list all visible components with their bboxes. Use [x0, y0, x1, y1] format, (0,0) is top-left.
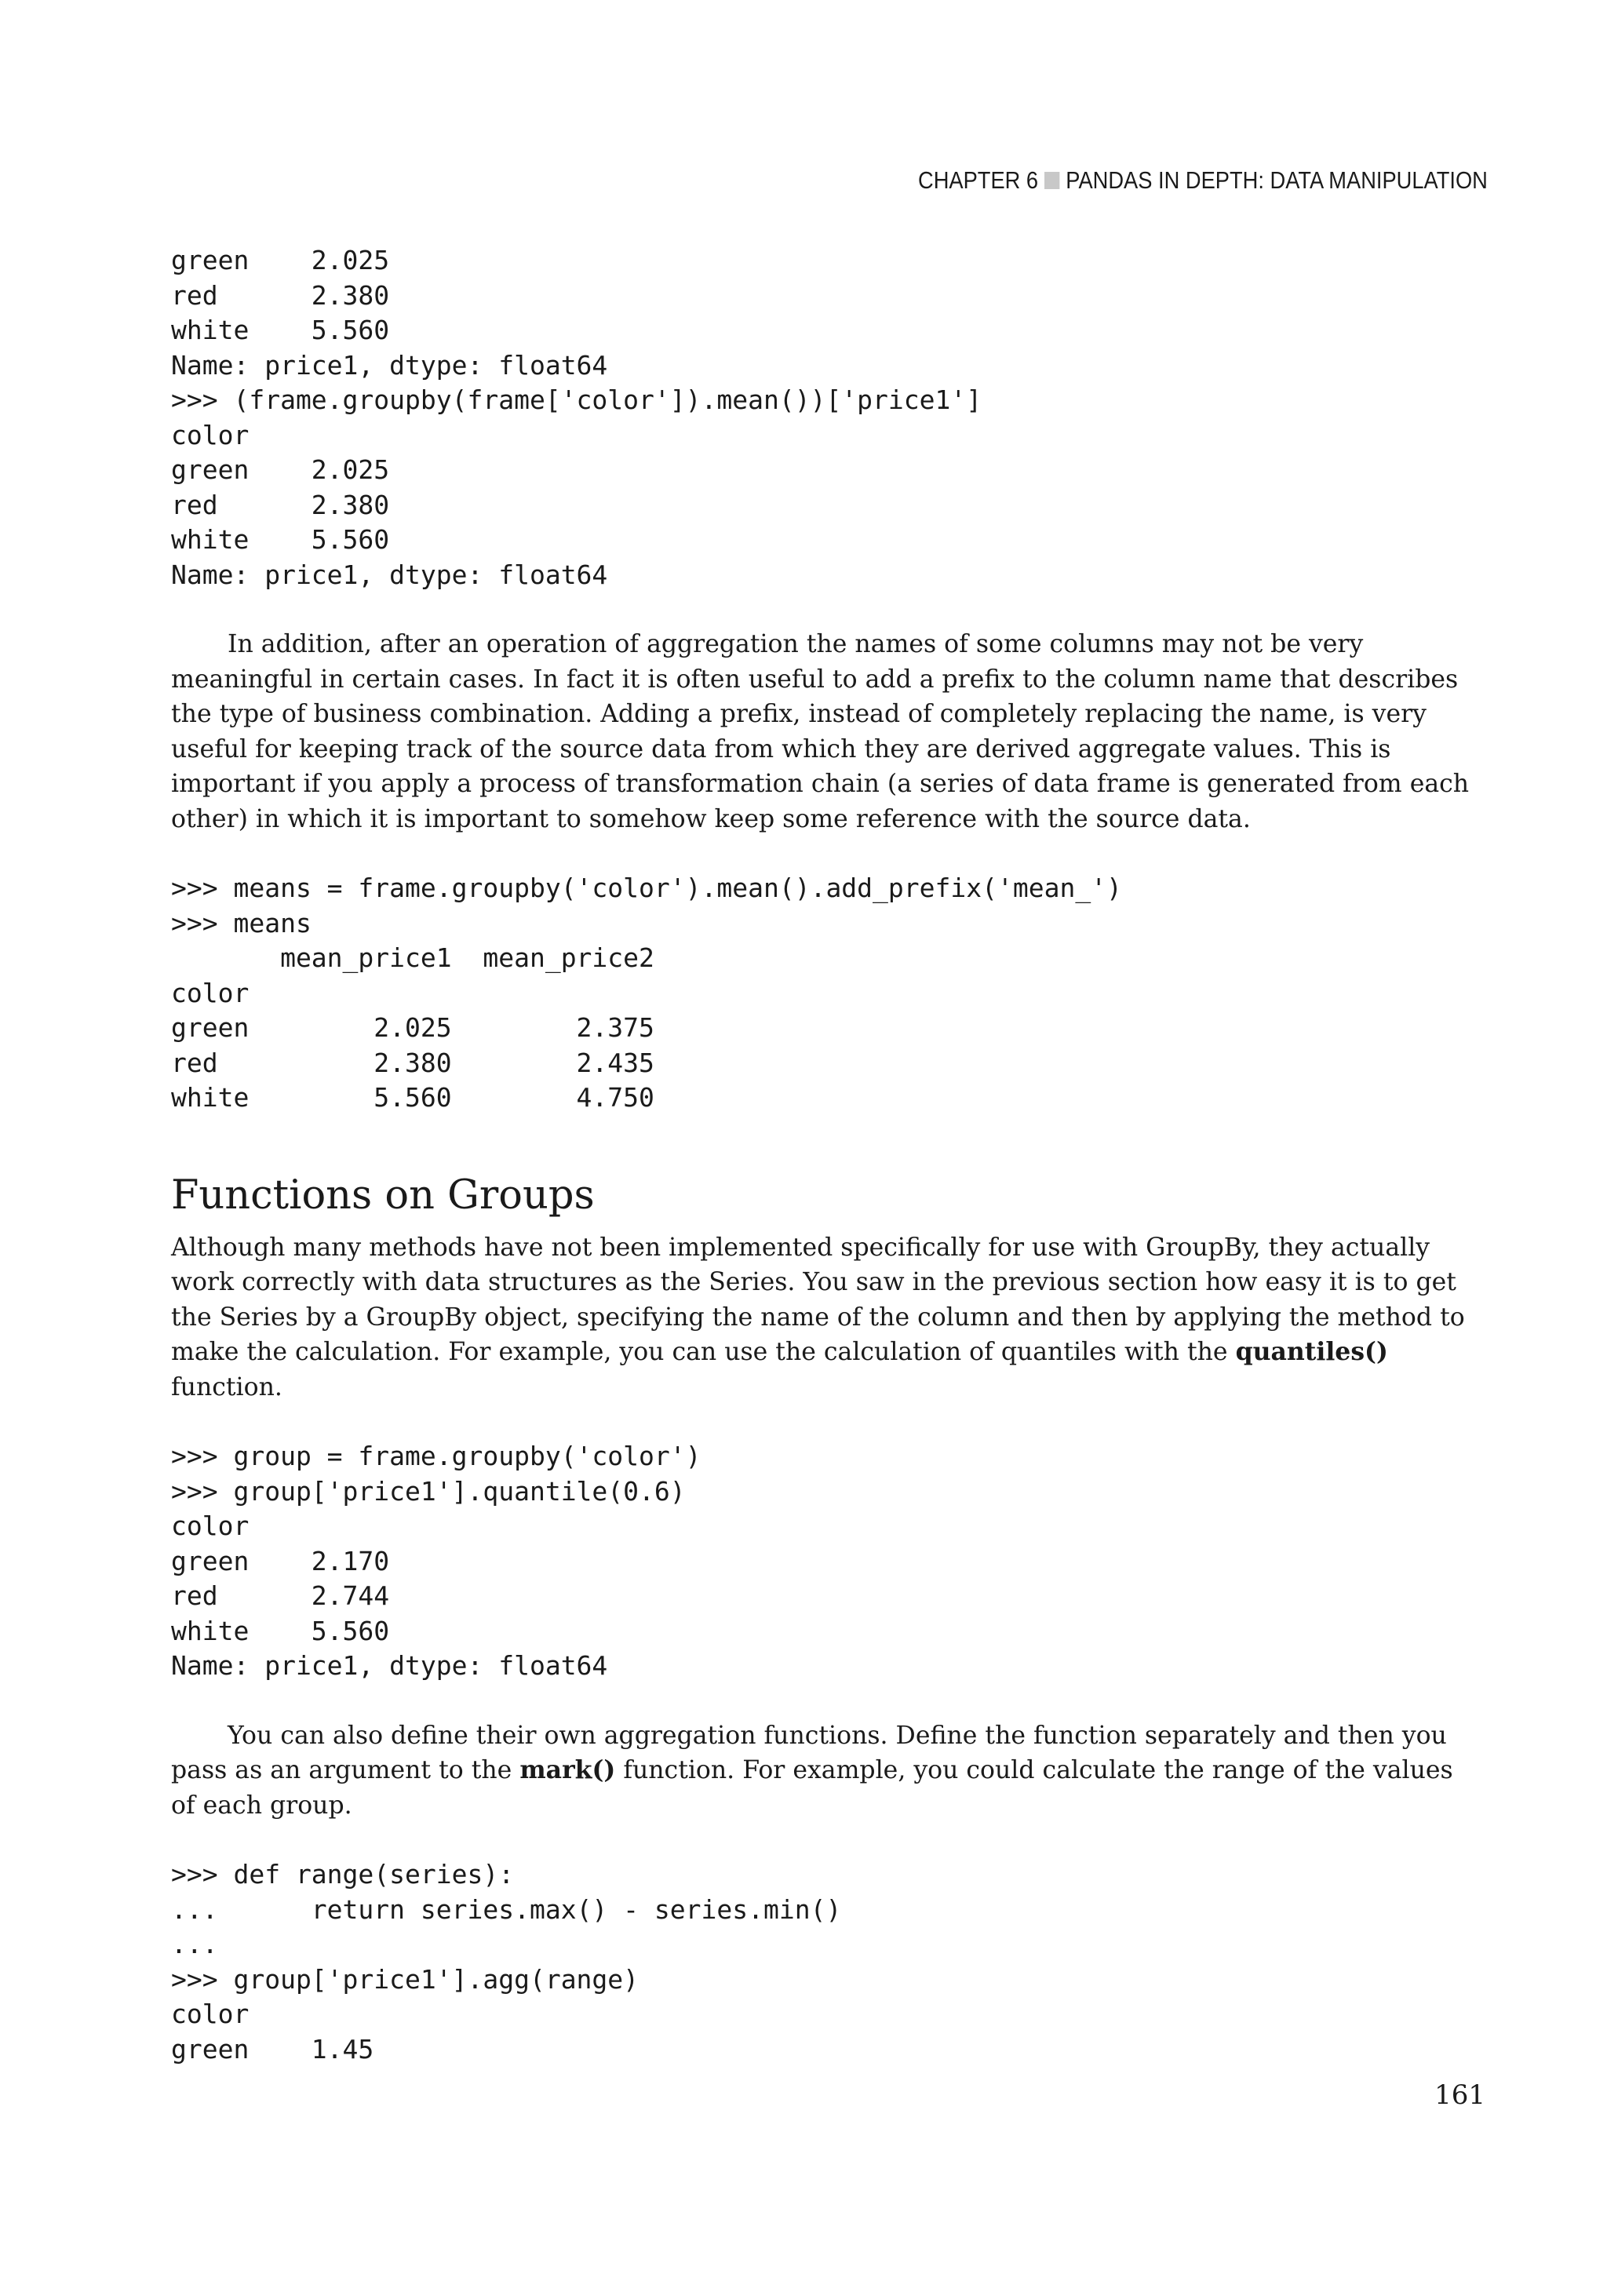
running-header: [918, 166, 1488, 195]
paragraph-custom-agg: [171, 1718, 1483, 1824]
code-block-range-agg: >>> def range(series): ... return series.max() - series.min() ... >>> group['price1'].agg(range) color green 1.45: [171, 1859, 842, 2065]
code-block-quantile: >>> group = frame.groupby('color') >>> group['price1'].quantile(0.6) color green 2.170 red 2.744 white 5.560 Name: price1, dtype: float64: [171, 1441, 701, 1681]
header-separator-square: [1044, 172, 1059, 189]
header-title: PANDAS IN DEPTH: DATA MANIPULATION: [1066, 166, 1488, 194]
paragraph-groups-intro: [171, 1230, 1483, 1405]
paragraph-text: function. For example, you could calculate the range of the values of each group.: [171, 1756, 1453, 1820]
code-block-groupby-mean: green 2.025 red 2.380 white 5.560 Name: price1, dtype: float64 >>> (frame.groupby(frame['color']).mean())['price1'] color green 2.025 red 2.380 white 5.560 Name: price1, dtype: float64: [171, 245, 982, 590]
paragraph-text: You can also define their own aggregation functions. Define the function separately and then you pass as an argument to the: [171, 1721, 1447, 1784]
header-chapter: CHAPTER 6: [918, 166, 1039, 194]
paragraph-text: Although many methods have not been implemented specifically for use with GroupBy, they actually work correctly with data structures as the Series. You saw in the previous section how easy it is to get the Series by a GroupBy object, specifying the name of the column and then by applying the method to make the calculation. For example, you can use the calculation of quantiles with the: [171, 1233, 1465, 1366]
page-body: [171, 243, 1483, 2067]
code-block-add-prefix: >>> means = frame.groupby('color').mean().add_prefix('mean_') >>> means mean_price1 mean_price2 color green 2.025 2.375 red 2.380 2.435 white 5.560 4.750: [171, 873, 1122, 1113]
section-heading: Functions on Groups: [171, 1172, 595, 1219]
page-number: 161: [1434, 2079, 1485, 2111]
paragraph-prefix-intro: In addition, after an operation of aggregation the names of some columns may not be very meaningful in certain cases. In fact it is often useful to add a prefix to the column name that describes the type of business combination. Adding a prefix, instead of completely replacing the name, is very useful for keeping track of the source data from which they are derived aggregate values. This is important if you apply a process of transformation chain (a series of data frame is generated from each other) in which it is important to somehow keep some reference with the source data.: [171, 630, 1470, 833]
function-name-mark: mark(): [519, 1755, 616, 1784]
function-name-quantiles: quantiles(): [1235, 1337, 1388, 1366]
paragraph-text: function.: [171, 1372, 282, 1401]
